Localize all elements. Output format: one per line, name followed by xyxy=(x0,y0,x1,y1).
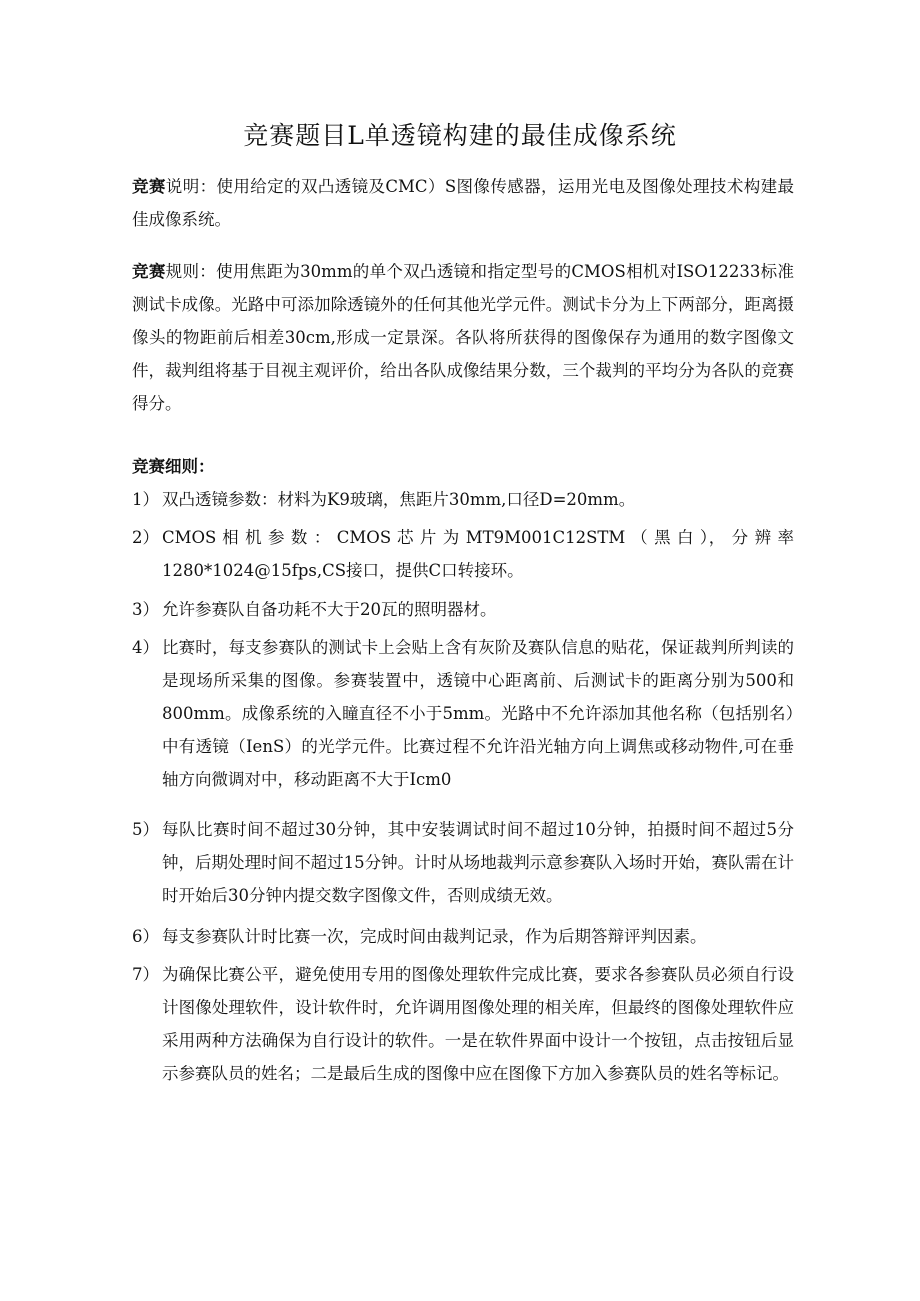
list-item-number: 7） xyxy=(132,965,159,984)
list-item-text: 每支参赛队计时比赛一次，完成时间由裁判记录，作为后期答辩评判因素。 xyxy=(162,927,707,946)
list-item-text: CMOS 相 机 参 数 ： CMOS 芯 片 为 MT9M001C12STM （ 黑 白 ）， 分 辨 率 1280*1024@15fps,CS接口，提供C口转接环。 xyxy=(162,528,794,580)
rules-lead: 竞赛 xyxy=(132,262,166,281)
list-item xyxy=(132,813,794,912)
list-item xyxy=(132,593,794,626)
list-item-number: 4） xyxy=(132,638,159,657)
list-item-text: 比赛时，每支参赛队的测试卡上会贴上含有灰阶及赛队信息的贴花，保证裁判所判读的是现场所采集的图像。参赛装置中，透镜中心距离前、后测试卡的距离分别为500和800mm。成像系统的入瞳直径不小于5mm。光路中不允许添加其他名称（包括别名）中有透镜（IenS）的光学元件。比赛过程不允许沿光轴方向上调焦或移动物件,可在垂轴方向微调对中，移动距离不大于Icm0 xyxy=(162,638,794,789)
list-item-text: 每队比赛时间不超过30分钟，其中安装调试时间不超过10分钟，拍摄时间不超过5分钟，后期处理时间不超过15分钟。计时从场地裁判示意参赛队入场时开始，赛队需在计时开始后30分钟内提交数字图像文件，否则成绩无效。 xyxy=(162,820,794,905)
intro-lead: 竞赛 xyxy=(132,177,166,196)
list-item xyxy=(132,958,794,1090)
list-item xyxy=(132,920,794,953)
list-item xyxy=(132,521,794,587)
list-item-text: 为确保比赛公平，避免使用专用的图像处理软件完成比赛，要求各参赛队员必须自行设计图像处理软件，设计软件时，允许调用图像处理的相关库，但最终的图像处理软件应采用两种方法确保为自行设计的软件。一是在软件界面中设计一个按钮，点击按钮后显示参赛队员的姓名；二是最后生成的图像中应在图像下方加入参赛队员的姓名等标记。 xyxy=(162,965,794,1083)
intro-text: 说明：使用给定的双凸透镜及CMC）S图像传感器，运用光电及图像处理技术构建最佳成像系统。 xyxy=(132,177,795,229)
document-title: 竞赛题目L单透镜构建的最佳成像系统 xyxy=(243,121,677,150)
rules-paragraph xyxy=(132,255,794,420)
intro-paragraph xyxy=(132,170,794,236)
list-item-text: 允许参赛队自备功耗不大于20瓦的照明器材。 xyxy=(162,600,497,619)
list-item-number: 6） xyxy=(132,927,159,946)
details-heading: 竞赛细则： xyxy=(132,457,215,476)
rules-text: 规则：使用焦距为30mm的单个双凸透镜和指定型号的CMOS相机对ISO12233标准测试卡成像。光路中可添加除透镜外的任何其他光学元件。测试卡分为上下两部分，距离摄像头的物距前后相差30cm,形成一定景深。各队将所获得的图像保存为通用的数字图像文件，裁判组将基于目视主观评价，给出各队成像结果分数，三个裁判的平均分为各队的竞赛得分。 xyxy=(132,262,794,413)
list-item-number: 2） xyxy=(132,528,159,547)
list-item-number: 3） xyxy=(132,600,159,619)
list-item-number: 1） xyxy=(132,490,159,509)
list-item-text: 双凸透镜参数：材料为K9玻璃，焦距片30mm,口径D=20mm。 xyxy=(162,490,636,509)
list-item xyxy=(132,631,794,796)
list-item-number: 5） xyxy=(132,820,159,839)
list-item xyxy=(132,483,794,516)
